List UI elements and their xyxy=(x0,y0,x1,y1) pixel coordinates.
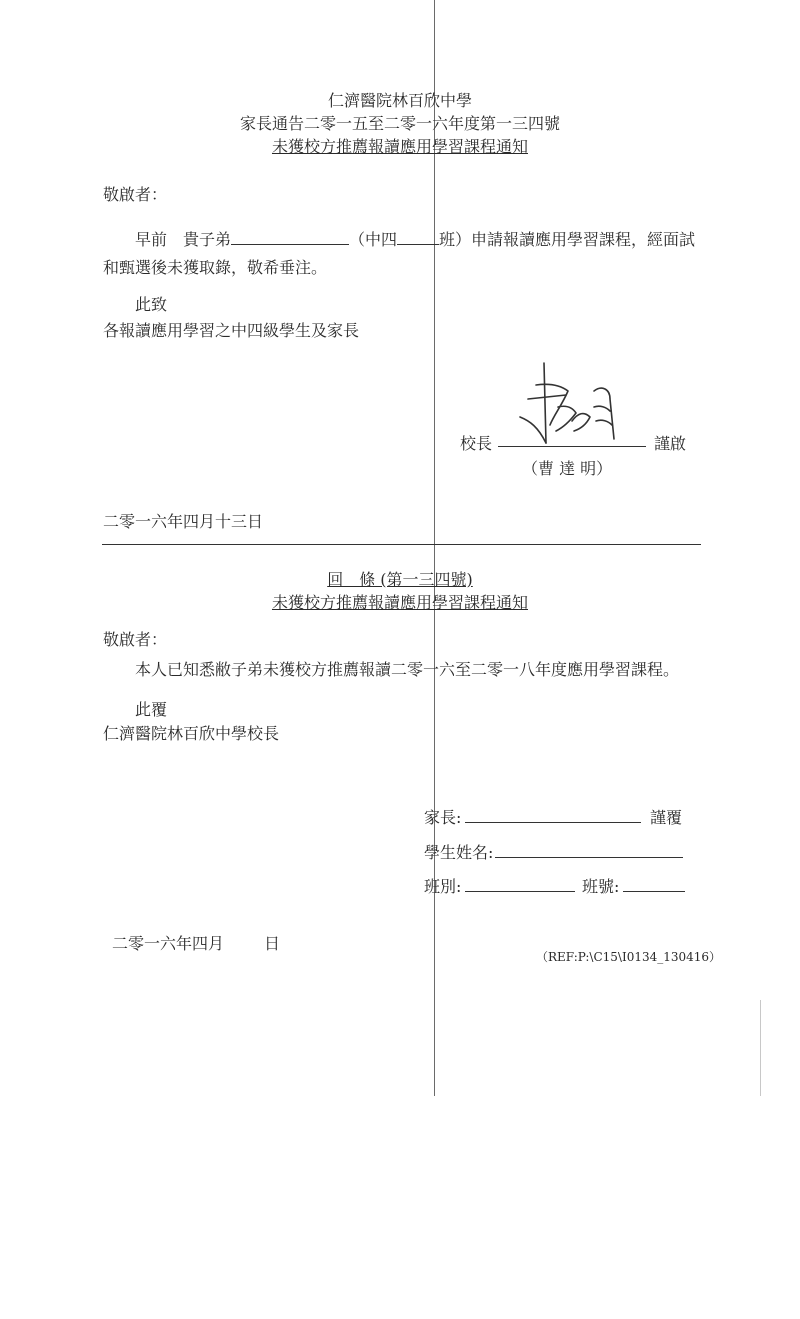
recipient: 各報讀應用學習之中四級學生及家長 xyxy=(103,321,360,340)
principal-signature xyxy=(510,355,630,450)
body-suffix: 班）申請報讀應用學習課程，經面試 xyxy=(439,230,696,249)
principal-name: （曹 達 明） xyxy=(522,459,613,478)
parent-field xyxy=(424,805,641,828)
body-class-open: （中四 xyxy=(349,230,398,249)
reply-subtitle: 未獲校方推薦報讀應用學習課程通知 xyxy=(271,593,528,612)
class-number-label: 班號: xyxy=(582,877,620,896)
scan-edge-line xyxy=(760,1000,761,1096)
reply-recipient: 仁濟醫院林百欣中學校長 xyxy=(103,724,280,743)
cut-line xyxy=(102,544,701,545)
notice-title: 未獲校方推薦報讀應用學習課程通知 xyxy=(271,137,528,156)
class-blank xyxy=(397,230,439,245)
class-line[interactable] xyxy=(465,877,575,892)
student-name-label: 學生姓名: xyxy=(424,843,494,862)
reply-closing: 此覆 xyxy=(135,700,168,719)
notice-date: 二零一六年四月十三日 xyxy=(103,512,264,531)
reply-title: 回 條 (第一三四號) xyxy=(327,570,473,589)
fold-line xyxy=(434,0,435,1096)
signature-line xyxy=(498,446,646,447)
class-number-line[interactable] xyxy=(623,877,685,892)
notice-number: 家長通告二零一五至二零一六年度第一三四號 xyxy=(239,114,560,133)
salutation: 敬啟者： xyxy=(103,185,168,204)
reference-code: （REF:P:\C15\I0134_130416） xyxy=(536,950,722,964)
principal-label: 校長 xyxy=(460,434,493,453)
student-name-field xyxy=(424,840,683,863)
parent-label: 家長: xyxy=(424,808,462,827)
reply-date xyxy=(112,931,280,954)
parent-signature-blank[interactable] xyxy=(465,808,641,823)
closing: 此致 xyxy=(135,295,168,314)
notice-body-line-1 xyxy=(135,227,695,250)
student-name-line[interactable] xyxy=(495,843,683,858)
notice-body-line-2: 和甄選後未獲取錄，敬希垂注。 xyxy=(103,258,328,277)
reply-date-suffix: 日 xyxy=(264,934,281,953)
sign-off: 謹啟 xyxy=(654,434,687,453)
parent-sign-off: 謹覆 xyxy=(650,808,683,827)
class-label: 班別: xyxy=(424,877,462,896)
reply-body: 本人已知悉敝子弟未獲校方推薦報讀二零一六至二零一八年度應用學習課程。 xyxy=(135,660,680,679)
class-number-field xyxy=(582,874,685,897)
reply-date-prefix: 二零一六年四月 xyxy=(112,934,225,953)
school-name: 仁濟醫院林百欣中學 xyxy=(327,91,472,110)
reply-salutation: 敬啟者： xyxy=(103,630,168,649)
student-name-blank xyxy=(231,230,349,245)
body-prefix: 早前 貴子弟 xyxy=(135,230,232,249)
class-field xyxy=(424,874,575,897)
